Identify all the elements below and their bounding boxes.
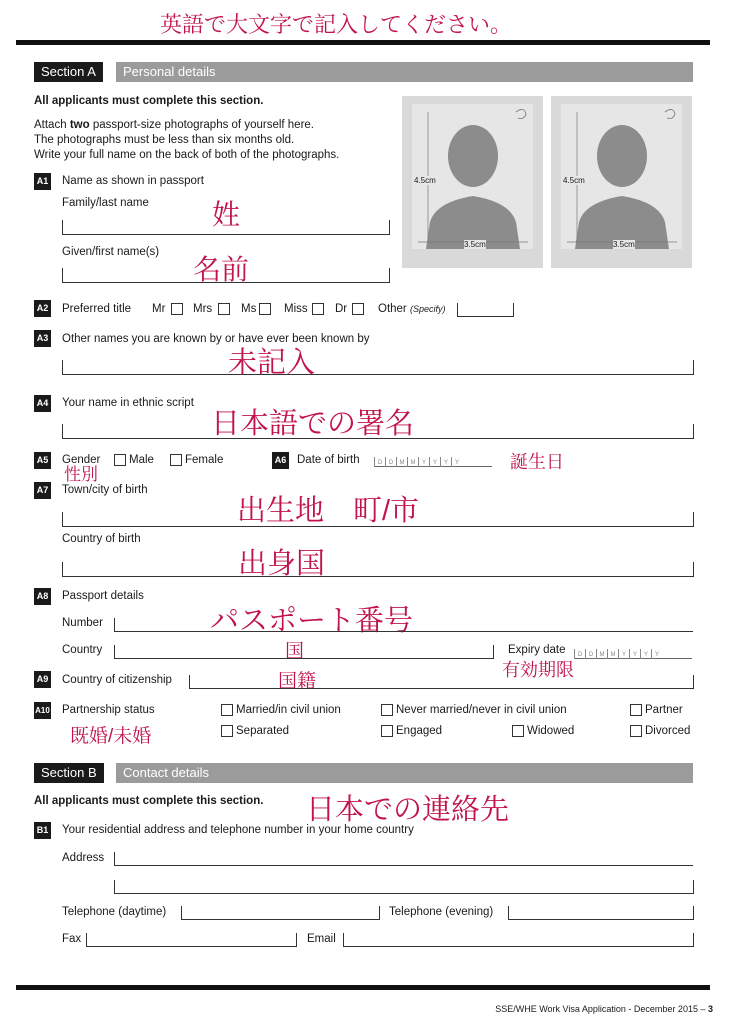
question-number-a9: A9 [34, 671, 51, 688]
address-field-line2[interactable] [114, 880, 694, 894]
ethnic-script-label: Your name in ethnic script [62, 397, 194, 409]
town-of-birth-annotation: 出生地 町/市 [237, 495, 420, 527]
photo-box-2[interactable] [551, 96, 692, 268]
photo-width-label: 3.5cm [613, 240, 635, 249]
passport-country-annotation: 国 [285, 641, 305, 662]
family-name-field[interactable] [62, 220, 390, 235]
married-checkbox[interactable] [221, 704, 233, 716]
date-cell[interactable]: M [407, 457, 418, 467]
gender-label: Gender [62, 454, 101, 466]
dob-label: Date of birth [297, 454, 360, 466]
title-mrs-label: Mrs [193, 303, 213, 315]
family-name-annotation: 姓 [212, 199, 241, 230]
country-of-birth-label: Country of birth [62, 533, 141, 545]
bottom-rule [16, 985, 710, 990]
never-married-label: Never married/never in civil union [396, 704, 567, 716]
fax-field[interactable] [86, 933, 297, 947]
section-a-tag: Section A [34, 62, 103, 82]
title-mr-label: Mr [152, 303, 166, 315]
question-number-a7: A7 [34, 482, 51, 499]
preferred-title-label: Preferred title [62, 303, 132, 315]
passport-country-field[interactable] [114, 645, 494, 659]
question-number-a2: A2 [34, 300, 51, 317]
engaged-label: Engaged [396, 725, 443, 737]
date-cell[interactable]: D [585, 649, 596, 659]
passport-details-label: Passport details [62, 590, 144, 602]
fax-label: Fax [62, 933, 82, 945]
title-mrs-checkbox[interactable] [218, 303, 230, 315]
photo-instructions-2: The photographs must be less than six months old. [34, 134, 295, 146]
divorced-checkbox[interactable] [630, 725, 642, 737]
tel-daytime-field[interactable] [181, 906, 380, 920]
dob-annotation: 誕生日 [510, 452, 564, 472]
question-number-a3: A3 [34, 330, 51, 347]
partner-checkbox[interactable] [630, 704, 642, 716]
title-miss-checkbox[interactable] [312, 303, 324, 315]
title-other-field[interactable] [457, 303, 514, 317]
gender-male-checkbox[interactable] [114, 454, 126, 466]
footer-text: SSE/WHE Work Visa Application - December 2015 – [495, 1004, 706, 1014]
town-of-birth-label: Town/city of birth [62, 484, 148, 496]
title-ms-label: Ms [241, 303, 257, 315]
section-b-header [34, 763, 693, 783]
email-field[interactable] [343, 933, 694, 947]
top-annotation: 英語で大文字で記入してください。 [160, 12, 513, 37]
partner-label: Partner [645, 704, 683, 716]
top-rule [16, 40, 710, 45]
passport-expiry-label: Expiry date [508, 644, 566, 656]
title-miss-label: Miss [284, 303, 308, 315]
ethnic-script-annotation: 日本語での署名 [211, 408, 415, 440]
a1-label: Name as shown in passport [62, 175, 204, 187]
date-cell[interactable]: D [374, 457, 385, 467]
other-names-annotation: 未記入 [228, 347, 316, 379]
family-name-label: Family/last name [62, 197, 149, 209]
citizenship-field[interactable] [189, 675, 694, 689]
section-a-header [34, 62, 693, 82]
tel-daytime-label: Telephone (daytime) [62, 906, 167, 918]
gender-annotation: 性別 [64, 465, 98, 484]
separated-checkbox[interactable] [221, 725, 233, 737]
citizenship-label: Country of citizenship [62, 674, 172, 686]
date-cell[interactable]: Y [429, 457, 440, 467]
title-mr-checkbox[interactable] [171, 303, 183, 315]
given-name-annotation: 名前 [193, 254, 250, 285]
question-number-a4: A4 [34, 395, 51, 412]
widowed-label: Widowed [527, 725, 575, 737]
date-cell[interactable]: Y [629, 649, 640, 659]
date-cell[interactable]: Y [618, 649, 629, 659]
photo-box-1[interactable] [402, 96, 543, 268]
separated-label: Separated [236, 725, 290, 737]
date-cell[interactable]: Y [651, 649, 662, 659]
never-married-checkbox[interactable] [381, 704, 393, 716]
widowed-checkbox[interactable] [512, 725, 524, 737]
date-cell[interactable]: Y [451, 457, 462, 467]
country-of-birth-field[interactable] [62, 562, 694, 577]
section-b-intro: All applicants must complete this section. [34, 795, 264, 807]
photo-instructions-3: Write your full name on the back of both of the photographs. [34, 149, 340, 161]
date-cell[interactable]: D [385, 457, 396, 467]
email-label: Email [307, 933, 336, 945]
question-number-b1: B1 [34, 822, 51, 839]
partnership-label: Partnership status [62, 704, 155, 716]
page-footer [495, 1004, 713, 1014]
title-dr-label: Dr [335, 303, 348, 315]
gender-female-checkbox[interactable] [170, 454, 182, 466]
other-names-label: Other names you are known by or have ever been known by [62, 333, 370, 345]
town-of-birth-field[interactable] [62, 512, 694, 527]
photo-height-label: 4.5cm [563, 176, 585, 185]
given-name-label: Given/first name(s) [62, 246, 160, 258]
photo-instructions-1: Attach two passport-size photographs of yourself here. [34, 119, 314, 131]
question-number-a8: A8 [34, 588, 51, 605]
gender-male-label: Male [129, 454, 154, 466]
tel-evening-field[interactable] [508, 906, 694, 920]
passport-country-label: Country [62, 644, 103, 656]
date-cell[interactable]: D [574, 649, 585, 659]
residential-address-label: Your residential address and telephone number in your home country [62, 824, 414, 836]
date-cell[interactable]: Y [418, 457, 429, 467]
question-number-a10: A10 [34, 702, 51, 719]
section-a-intro: All applicants must complete this section. [34, 95, 264, 107]
ethnic-script-field[interactable] [62, 424, 694, 439]
other-names-field[interactable] [62, 360, 694, 375]
passport-number-label: Number [62, 617, 103, 629]
dob-field[interactable] [374, 455, 492, 467]
contact-annotation: 日本での連絡先 [306, 794, 510, 826]
expiry-annotation: 有効期限 [502, 660, 574, 680]
partnership-annotation: 既婚/未婚 [70, 726, 152, 747]
divorced-label: Divorced [645, 725, 691, 737]
country-of-birth-annotation: 出身国 [238, 548, 326, 580]
section-a-title: Personal details [116, 62, 693, 82]
address-field-line1[interactable] [114, 852, 693, 866]
question-number-a6: A6 [272, 452, 289, 469]
married-label: Married/in civil union [236, 704, 341, 716]
page-number: 3 [707, 1004, 713, 1014]
photo-height-label: 4.5cm [414, 176, 436, 185]
date-cell[interactable]: M [596, 649, 607, 659]
gender-female-label: Female [185, 454, 224, 466]
section-b-tag: Section B [34, 763, 104, 783]
date-cell[interactable]: Y [640, 649, 651, 659]
photo-width-label: 3.5cm [464, 240, 486, 249]
given-name-field[interactable] [62, 268, 390, 283]
title-ms-checkbox[interactable] [259, 303, 271, 315]
address-label: Address [62, 852, 105, 864]
citizenship-annotation: 国籍 [278, 671, 317, 692]
question-number-a5: A5 [34, 452, 51, 469]
passport-expiry-field[interactable] [574, 647, 692, 659]
section-b-title: Contact details [116, 763, 693, 783]
passport-number-field[interactable] [114, 618, 693, 632]
engaged-checkbox[interactable] [381, 725, 393, 737]
title-dr-checkbox[interactable] [352, 303, 364, 315]
date-cell[interactable]: M [607, 649, 618, 659]
passport-number-annotation: パスポート番号 [210, 605, 414, 637]
tel-evening-label: Telephone (evening) [389, 906, 494, 918]
question-number-a1: A1 [34, 173, 51, 190]
date-cell[interactable]: Y [440, 457, 451, 467]
title-other-label: Other (Specify) [378, 303, 446, 315]
date-cell[interactable]: M [396, 457, 407, 467]
